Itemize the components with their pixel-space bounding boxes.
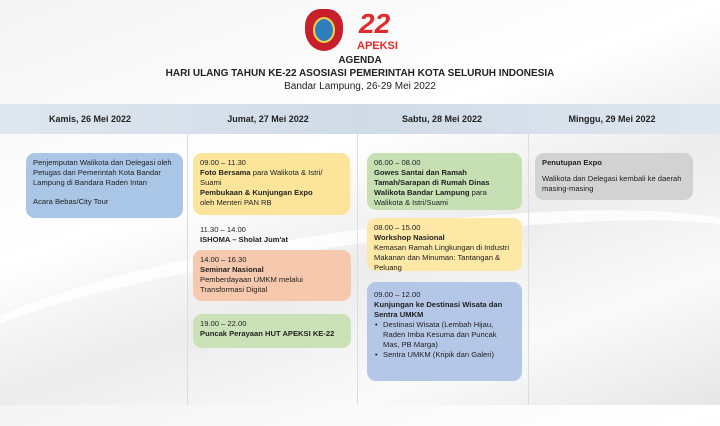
event-desc: Walikota dan Delegasi kembali ke daerah masing-masing [542,174,682,193]
event-desc: para Walikota & Istri/Suami [374,188,487,207]
event-time: 09.00 – 11.30 [200,158,246,167]
event-jumat-foto [193,153,350,215]
day-header-minggu: Minggu, 29 Mei 2022 [568,114,656,124]
event-title: Seminar Nasional [200,265,264,274]
event-title: Pembukaan & Kunjungan Expo [200,188,313,197]
event-minggu-penutupan [535,153,693,200]
city-emblem-logo [305,9,343,51]
event-title: Kunjungan ke Destinasi Wisata dan Sentra UMKM [374,300,503,319]
event-sabtu-gowes [367,153,522,210]
event-title: Workshop Nasional [374,233,445,242]
column-divider [528,134,529,405]
event-time: 19.00 – 22.00 [200,319,247,328]
event-time: 06.00 – 08.00 [374,158,421,167]
event-title: Foto Bersama [200,168,251,177]
day-header-sabtu: Sabtu, 28 Mei 2022 [401,114,483,124]
event-sabtu-kunjungan [367,282,522,381]
column-divider [357,134,358,405]
event-desc-extra: Acara Bebas/City Tour [33,197,109,206]
event-desc: oleh Menteri PAN RB [200,198,272,207]
event-jumat-ishoma [200,225,288,245]
event-sabtu-workshop [367,218,522,271]
event-desc: para Walikota & Istri/ Suami [200,168,323,187]
event-kamis-penjemputan [26,153,183,218]
event-time: 11.30 – 14.00 [200,225,246,234]
event-title: Gowes Santai dan Ramah Tamah/Sarapan di Rumah Dinas Walikota Bandar Lampung [374,168,490,197]
event-desc: Pemberdayaan UMKM melalui Transformasi Digital [200,275,303,294]
page-subtitle: HARI ULANG TAHUN KE-22 ASOSIASI PEMERINTAH KOTA SELURUH INDONESIA [165,68,555,79]
page-title: AGENDA [338,55,382,66]
event-title: ISHOMA – Sholat Jum'at [200,235,289,244]
bullet-item: • Destinasi Wisata (Lembah Hijau, Raden Imba Kesuma dan Puncak Mas, PB Marga) [374,320,515,350]
place-date: Bandar Lampung, 26-29 Mei 2022 [284,81,436,92]
event-time: 14.00 – 16.30 [200,255,247,264]
event-bullets [374,320,515,360]
event-title: Penutupan Expo [542,158,602,167]
event-desc: Kemasan Ramah Lingkungan di Industri Makanan dan Minuman: Tantangan & Peluang [374,243,510,272]
event-jumat-seminar [193,250,351,301]
event-desc: Penjemputan Walikota dan Delegasi oleh Petugas dari Pemerintah Kota Bandar Lampung di Bandara Raden Intan [33,158,172,187]
event-time: 08.00 – 15.00 [374,223,421,232]
logos [305,8,405,52]
bullet-item: • Sentra UMKM (Kripik dan Galeri) [374,350,515,360]
day-header-kamis: Kamis, 26 Mei 2022 [48,114,132,124]
column-divider [187,134,188,405]
apeksi-logo: 22 APEKSI [357,8,398,52]
event-title: Puncak Perayaan HUT APEKSI KE-22 [200,329,335,338]
event-time: 09.00 – 12.00 [374,290,421,299]
event-jumat-puncak [193,314,351,348]
day-header-jumat: Jumat, 27 Mei 2022 [227,114,309,124]
